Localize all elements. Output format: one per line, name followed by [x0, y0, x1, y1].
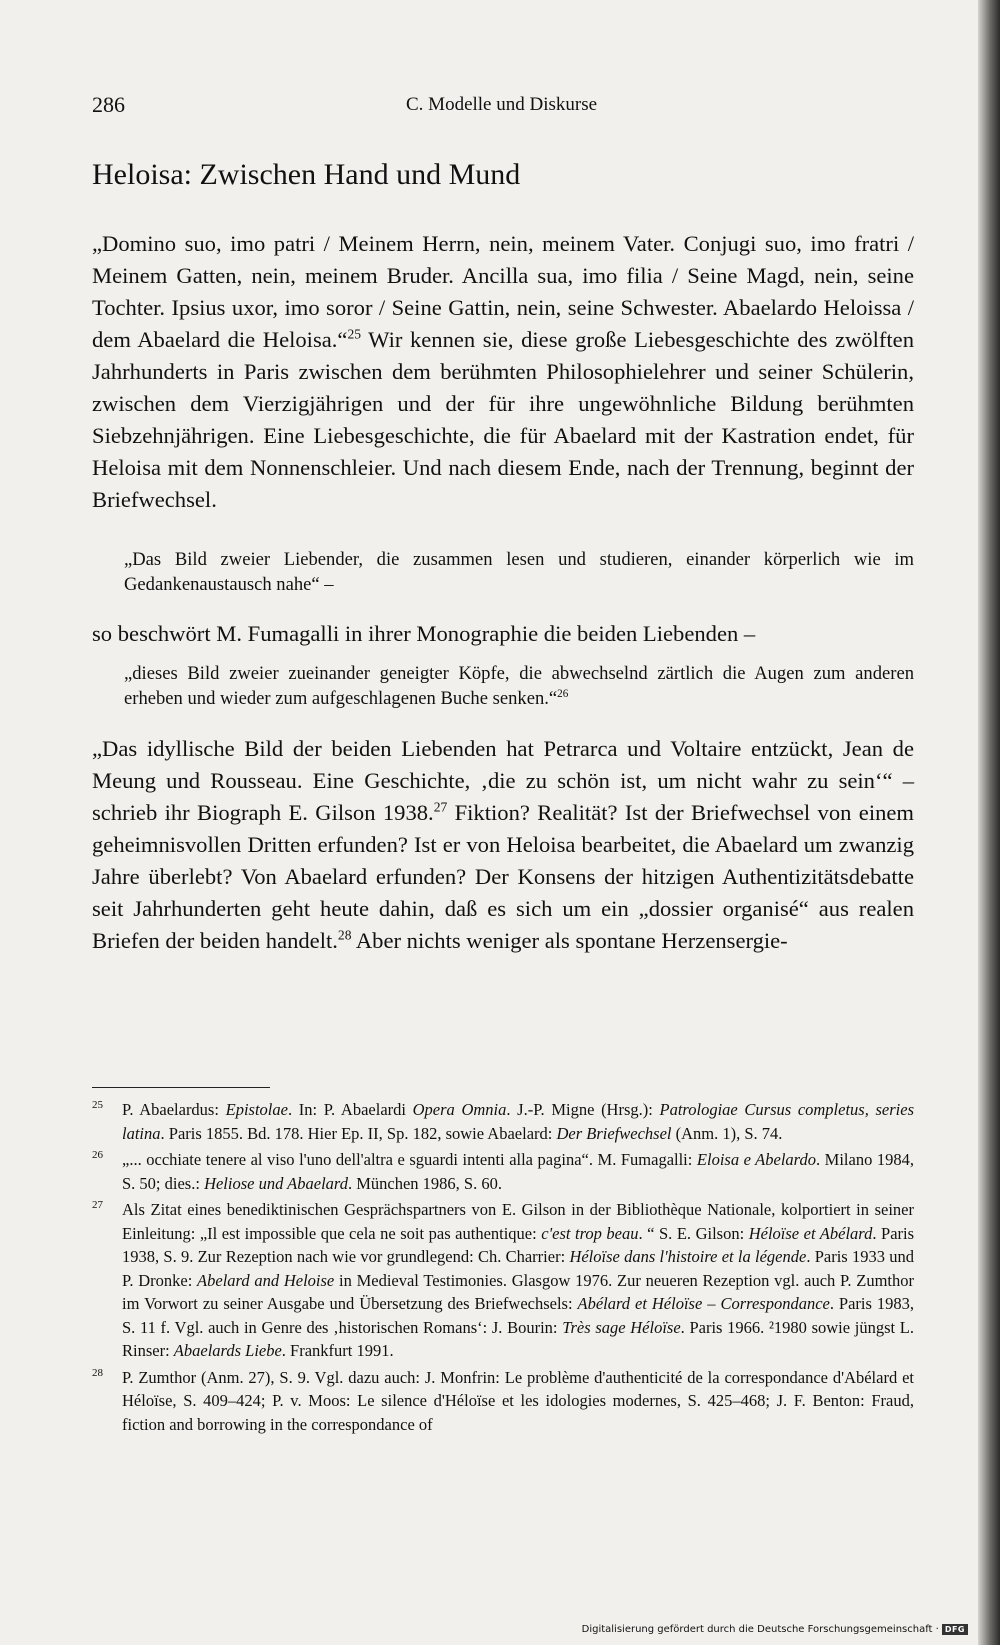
- footnote-ref-25: 25: [347, 326, 362, 342]
- footnote-ref-26: 26: [557, 687, 569, 700]
- footnote-number: 27: [92, 1199, 103, 1211]
- footnote-segment: . “ S. E. Gilson:: [638, 1223, 749, 1243]
- paragraph-2: so beschwört M. Fumagalli in ihrer Monographie die beiden Liebenden –: [92, 621, 756, 646]
- footnote-segment: Der Briefwechsel: [556, 1123, 672, 1143]
- footnote-segment: Als Zitat eines benediktinischen Gesprächspartners von E. Gilson in der Bibliothèque Nationale, kolportiert in seiner Einleitung: „Il est impossible que cela ne soit pas authentique:: [122, 1200, 914, 1243]
- footnote-segment: Eloisa e Abelardo: [696, 1150, 816, 1169]
- footnote-segment: Abélard et Héloïse – Correspondance: [577, 1294, 830, 1313]
- footnote-segment: Héloïse et Abélard: [748, 1223, 873, 1243]
- paragraph-1-text-a: „Domino suo, imo patri / Meinem Herrn, nein, meinem Vater. Conjugi suo, imo fratri / Meinem Gatten, nein, meinem Bruder. Ancilla sua, imo filia / Seine Magd, nein, seine Tochter. Ipsius uxor, imo soror / Seine Gattin, nein, seine Schwester. Abaelardo Heloissa / dem Abaelard die Heloisa.“: [92, 231, 914, 352]
- footnote-segment: Abaelards Liebe: [173, 1341, 282, 1360]
- block-quote-2: [124, 661, 914, 711]
- footnote-segment: in Medieval Testimonies. Glasgow 1976. Zur neueren Rezeption vgl. auch P. Zumthor im Vorwort zu seiner Ausgabe und Übersetzung des Briefwechsels:: [122, 1270, 915, 1313]
- page-edge-shadow: [978, 0, 1000, 1645]
- footnote-segment: . Paris 1938, S. 9. Zur Rezeption nach wie vor grundlegend: Ch. Charrier:: [122, 1223, 915, 1266]
- running-head: C. Modelle und Diskurse: [406, 94, 598, 115]
- footnote-segment: . J.-P. Migne (Hrsg.):: [506, 1100, 660, 1119]
- block-quote-2-text: „dieses Bild zweier zueinander geneigter Köpfe, die abwechselnd zärtlich die Augen zum anderen erheben und wieder zum aufgeschlagenen Buche senken.“: [124, 663, 914, 709]
- page-number: 286: [92, 92, 125, 117]
- footnote-segment: . In: P. Abaelardi: [287, 1100, 413, 1119]
- footnote-segment: „... occhiate tenere al viso l'uno dell'altra e sguardi intenti alla pagina“. M. Fumagalli:: [122, 1150, 697, 1169]
- paragraph-1: [92, 228, 914, 516]
- footnote-ref-27: 27: [433, 799, 448, 815]
- paragraph-3-text-c: Aber nichts weniger als spontane Herzensergie-: [351, 928, 788, 953]
- footnote-25: [92, 1098, 914, 1145]
- footnote-segment: Heliose und Abaelard: [204, 1173, 348, 1193]
- footnote-segment: Opera Omnia: [412, 1100, 507, 1119]
- footnote-text: [122, 1150, 914, 1193]
- footnote-segment: c'est trop beau: [541, 1223, 639, 1243]
- footnotes: [92, 1098, 914, 1439]
- digitization-stamp: [582, 1624, 968, 1635]
- footnote-text: [122, 1200, 914, 1360]
- footnote-segment: P. Abaelardus:: [122, 1100, 226, 1119]
- footnote-number: 25: [92, 1099, 103, 1111]
- footnote-number: 26: [92, 1149, 103, 1161]
- footnote-ref-28: 28: [337, 927, 352, 943]
- footnote-28: [92, 1366, 914, 1437]
- footnote-number: 28: [92, 1366, 103, 1379]
- footnote-segment: . Paris 1855. Bd. 178. Hier Ep. II, Sp. 182, sowie Abaelard:: [160, 1123, 557, 1143]
- footnote-segment: . Paris 1983, S. 11 f. Vgl. auch in Genre des ‚historischen Romans‘: J. Bourin:: [122, 1294, 915, 1337]
- section-title: Heloisa: Zwischen Hand und Mund: [92, 158, 521, 191]
- dfg-logo: DFG: [942, 1624, 968, 1635]
- footnote-segment: Epistolae: [225, 1100, 288, 1119]
- block-quote-1: „Das Bild zweier Liebender, die zusammen lesen und studieren, einander körperlich wie im Gedankenaustausch nahe“ –: [124, 549, 914, 595]
- paragraph-3: [92, 733, 914, 957]
- footnote-segment: Héloïse dans l'histoire et la légende: [569, 1247, 807, 1266]
- footnote-text: [122, 1100, 914, 1143]
- paragraph-3-text-b: Fiktion? Realität? Ist der Briefwechsel von einem geheimnisvollen Dritten erfunden? Ist er von Heloisa bearbeitet, die Abaelard um zwanzig Jahre überlebt? Von Abaelard erfunden? Der Konsens der hitzigen Authentizitätsdebatte seit Jahrhunderten geht heute dahin, daß es sich um ein „dossier organisé“ aus realen Briefen der beiden handelt.: [92, 800, 914, 953]
- footnote-text: [122, 1368, 914, 1434]
- footnote-26: [92, 1148, 914, 1195]
- footnote-segment: . Milano 1984, S. 50; dies.:: [122, 1150, 914, 1193]
- footnote-segment: Abelard and Heloise: [197, 1270, 335, 1290]
- footnote-segment: . Frankfurt 1991.: [281, 1341, 394, 1360]
- footnote-segment: (Anm. 1), S. 74.: [671, 1123, 783, 1143]
- footnote-segment: . München 1986, S. 60.: [347, 1173, 502, 1193]
- footnote-rule: [92, 1087, 270, 1088]
- paragraph-3-text-a: „Das idyllische Bild der beiden Liebenden hat Petrarca und Voltaire entzückt, Jean de Meung und Rousseau. Eine Geschichte, ‚die zu schön ist, um nicht wahr zu sein‘“ – schrieb ihr Biograph E. Gilson 1938.: [92, 736, 914, 825]
- footnote-segment: Très sage Héloïse: [562, 1317, 681, 1337]
- footnote-27: [92, 1198, 914, 1363]
- paragraph-1-text-b: Wir kennen sie, diese große Liebesgeschichte des zwölften Jahrhunderts in Paris zwischen dem berühmten Philosophielehrer und seiner Schülerin, zwischen dem Vierzigjährigen und der für ihre ungewöhnliche Bildung berühmten Siebzehnjährigen. Eine Liebesgeschichte, die für Abaelard mit der Kastration endet, für Heloisa mit dem Nonnenschleier. Und nach diesem Ende, nach der Trennung, beginnt der Briefwechsel.: [92, 327, 914, 512]
- footnote-segment: . Paris 1933 und P. Dronke:: [122, 1247, 915, 1290]
- footnote-segment: P. Zumthor (Anm. 27), S. 9. Vgl. dazu auch: J. Monfrin: Le problème d'authenticité de la correspondance d'Abélard et Héloïse, S. 409–424; P. v. Moos: Le silence d'Héloïse et les idologies modernes, S. 425–468; J. F. Benton: Fraud, fiction and borrowing in the correspondance of: [122, 1367, 914, 1434]
- page-header: [92, 92, 914, 122]
- footnote-segment: . Paris 1966. ²1980 sowie jüngst L. Rinser:: [122, 1317, 914, 1360]
- stamp-text: Digitalisierung gefördert durch die Deutsche Forschungsgemeinschaft ·: [581, 1624, 939, 1635]
- footnote-segment: Patrologiae Cursus completus, series latina: [122, 1100, 914, 1143]
